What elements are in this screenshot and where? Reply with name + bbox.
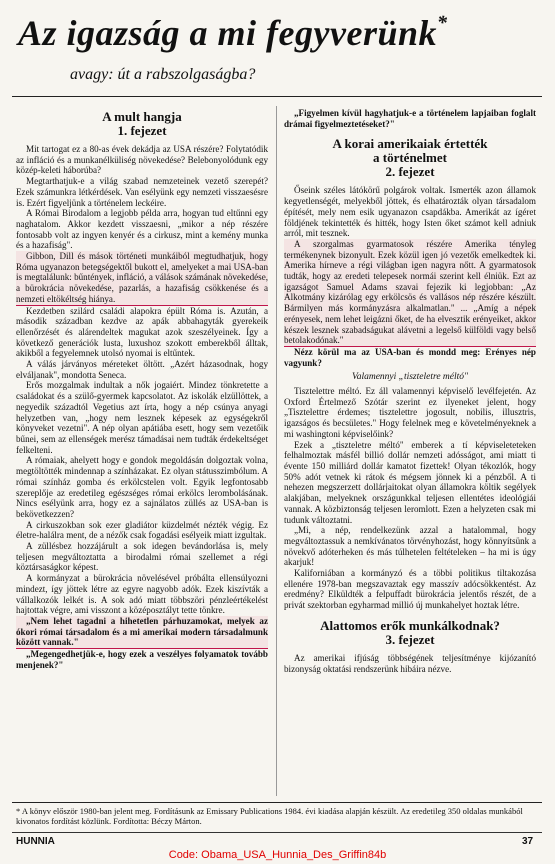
paragraph: Mit tartogat ez a 80-as évek dekádja az USA részére? Folytatódik az infláció és a munkanélküliség növekedése? Belebonyolódunk egy közép-keleti háborúba? bbox=[16, 144, 268, 176]
column-divider bbox=[276, 106, 277, 796]
paragraph: Kezdetben szilárd családi alapokra épült Róma is. Azután, a második században kezdve az apák abbahagyták gyerekeik ellenőrzését és alárendeltek magukat azok szeszélyeinek. Így a következő generációk lusta, luxushoz szokott emberekből álltak, akikből a fegyelemnek utolsó nyomai is eltűntek. bbox=[16, 305, 268, 359]
paragraph: Tisztelettre méltó. Ez áll valamennyi képviselő levélfejetén. Az Oxford Értelmező Szótár szerint ez ilyeneket jelent, hogy „Tisztelettre érdemes; tisztelettre jogosult, nobilis, illusztris, igazságos és becsületes." Hogy felelnek meg e követelményeknek a mi washingtoni képviselőink? bbox=[284, 386, 536, 439]
left-column bbox=[16, 108, 268, 670]
paragraph: A válás járványos méreteket öltött. „Azért házasodnak, hogy elváljanak", mondotta Seneca. bbox=[16, 359, 268, 380]
chapter-2-heading: A korai amerikaiak értették a történelmet 2. fejezet bbox=[332, 136, 488, 180]
title-footnote-mark: * bbox=[437, 12, 448, 34]
paragraph-highlighted: A szorgalmas gyarmatosok részére Amerika tényleg termékenynek bizonyult. Ezek közül igen jó vezetők emelkedtek ki. Amerika hírneve a régi világban igen nagyra nőtt. A gyarmatosok tudták, hogy az eredeti telepesek normái szerint kell élniük. Ezt az igazságot Samuel Adams szavai fejezik ki legjobban: „Az Alkotmány kizárólag egy erkölcsös és vallásos nép részére készült. Bármilyen más kormányzásra alkalmatlan." ... „Amíg a népek erényesek, nem lehet leigázni őket, de ha elvesztik erényeiket, akkor készek lesznek szabadságukat alávetni a legelső külföldi vagy belső betolakodónak." bbox=[284, 238, 536, 346]
paragraph-highlighted: Gibbon, Dill és mások történeti munkáiból megtudhatjuk, hogy Róma ugyanazon betegségektől bukott el, amelyeket a mai USA-ban is megtalálunk: bűntények, infláció, a válások számának növekedése, a bürokrácia növekedése, pazarlás, a hazafiság csökkenése és a nemzeti eltökéltség hiánya. bbox=[16, 251, 269, 304]
chapter-3-heading: Alattomos erők munkálkodnak? 3. fejezet bbox=[320, 617, 500, 647]
right-column bbox=[284, 108, 536, 674]
page-number: 37 bbox=[522, 836, 534, 847]
paragraph: Ezek a „tiszteletre méltó" emberek a tí képviseleteteken felhalmoztak másfél billió dollár nemzeti adósságot, ami miatt ti évente 150 milliárd dollár kamatot fizettek! Olyan tékozlók, hogy 50% adót vetnek ki rátok és mégsem jönnek ki a pénzből. A ti nehezen megszerzett dollárjaitokat olyan államokra költik segélyek alakjában, melyeknek országunkkal teljesen ellentétes ideológiái vannak. A közbiztonság teljesen leromlott. Ezen a helyzeten csak mi tudunk változtatni. bbox=[284, 439, 536, 525]
article-title: Az igazság a mi fegyverünk* bbox=[18, 12, 448, 53]
pull-quote: „Megengedhetjük-e, hogy ezek a veszélyes folyamatok tovább menjenek?" bbox=[16, 649, 268, 670]
paragraph: Őseink széles látókörű polgárok voltak. Ismerték azon államok kegyetlenségét, melyekből jöttek, és elhatározták olyan társadalom építését, mely nem esik ugyanazon csapdákba. Amerikát az ígéret földjének tekintették és hitték, hogy Isten őket számot kell adniuk arról, mit tesznek. bbox=[284, 185, 536, 239]
paragraph: A rómaiak, ahelyett hogy e gondok megoldásán dolgoztak volna, megtöltötték mindennap a színházakat. Ez olyan státusszimbólum. A római színház gomba és erkölcstelen volt. Egyik legfontosabb szereplője az eredetileg egészséges római erkölcs lerombolásának. Nincs esélyünk arra, hogy ez a sajnálatos züllés az USA-ban is bekövetkezzen? bbox=[16, 455, 268, 519]
paragraph: Kaliforniában a kormányzó és a többi politikus tiltakozása ellenére 1978-ban megszavaztak egy masszív adócsökkentést. Az eredmény? Elküldték a felpuffadt bürokrácia jelentős részét, de a privát szektorban egyharmad millió új munkahelyet hoztak létre. bbox=[284, 568, 536, 611]
title-rule bbox=[12, 96, 542, 97]
section-subheading: Valamennyi „tiszteletre méltó" bbox=[351, 372, 469, 383]
paragraph: A Római Birodalom a legjobb példa arra, hogyan tud eltűnni egy naghatalom. Akkor kezdett visszaesni, „mikor a nép részére fontosabb volt az ingyen kenyér és a cirkusz, mint a kemény munka és a hazafiság". bbox=[16, 208, 268, 251]
paragraph: A kormányzat a bürokrácia növelésével próbálta ellensúlyozni mindezt, így jöttek létre az egyre nagyobb adók. Ezek kiszívták a vállalkozók lelkét is. A sok adó miatt többszöri pénzleértékelést hajtottak végre, ami visszont a középosztályt tette tönkre. bbox=[16, 573, 268, 616]
footer-rule bbox=[12, 832, 542, 833]
pull-quote: „Figyelmen kívül hagyhatjuk-e a történelem lapjaiban foglalt drámai figyelmeztetéseket?" bbox=[284, 108, 536, 129]
paragraph: A züllésbez hozzájárult a sok idegen bevándorlása is, mely teljesen megváltoztatta a birodalmi római szellemet a régi köztársaságkor képest. bbox=[16, 541, 268, 573]
article-subtitle: avagy: út a rabszolgaságba? bbox=[70, 66, 256, 83]
document-code-label: Code: Obama_USA_Hunnia_Des_Griffin84b bbox=[168, 849, 387, 861]
paragraph: Megtarthatjuk-e a világ szabad nemzeteinek vezető szerepét? Ezek számunkra létkérdések. Van esélyünk egy nemzeti visszaesésre is. Ezért figyeljünk a történelem leckéire. bbox=[16, 176, 268, 208]
publication-name: HUNNIA bbox=[16, 836, 55, 847]
paragraph: Az amerikai ifjúság többségének teljesítménye kijózanító bizonyság oktatási rendszerünk hibáira nézve. bbox=[284, 652, 536, 674]
paragraph: „Mi, a nép, rendelkezünk azzal a hatalommal, hogy megváltoztassuk a nemkívánatos törvényhozást, hogy könnyítsünk a növekvő adóterheken és más túlhetelen feltételeken – ha mi is úgy akarjuk! bbox=[284, 525, 536, 568]
footnote: * A könyv először 1980-ban jelent meg. Fordításunk az Emissary Publications 1984. évi kiadása alapján készült. Az eredetileg 350 oldalas munkából kivonatos fordítást közlünk. Fordította: Béczy Márton. bbox=[16, 806, 523, 826]
paragraph: A cirkuszokban sok ezer gladiátor küzdelmét nézték végig. Ez életre-halálra ment, de a nézők csak fogadási esélyeik miatt izgultak. bbox=[16, 519, 268, 541]
pull-quote-highlighted: „Nem lehet tagadni a hihetetlen párhuzamokat, melyek az ókori római társadalom és a mi amerikai modern társadalmunk között vannak." bbox=[16, 615, 268, 648]
paragraph: Erős mozgalmak indultak a nők jogaiért. Mindez tönkretette a családokat és a szülő-gyermek kapcsolatot. Az iskolák elzüllöttek, a negyedik századtól Vegetius azt írta, hogy a nép csúnya anyagi helyzetben van, „hogy nem lesznek képesek az egységekről könyveket vezetni". A nép olyan apátiába esett, hogy sem vezetőik bűnei, sem az ellenségek merész támadásai nem tudták érdekeltséget felkelteni. bbox=[16, 380, 268, 455]
chapter-1-heading: A mult hangja 1. fejezet bbox=[102, 109, 182, 138]
footnote-rule bbox=[12, 802, 542, 803]
paragraph: Nézz körül ma az USA-ban és mondd meg: Erényes nép vagyunk? bbox=[284, 346, 536, 368]
